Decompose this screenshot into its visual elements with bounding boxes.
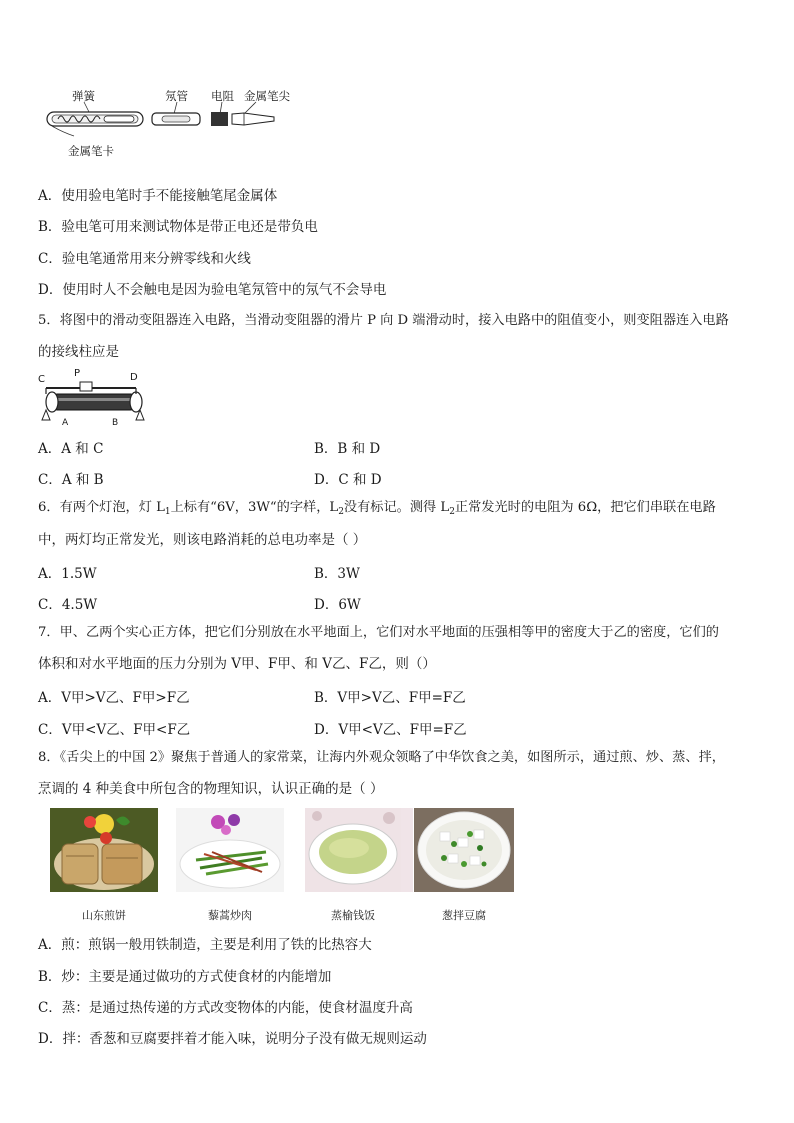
food-photo-scallion-tofu bbox=[414, 808, 514, 892]
neon-tube-label: 氖管 bbox=[165, 89, 188, 103]
pancake-image bbox=[50, 808, 158, 892]
q6-sub-3: 2 bbox=[449, 507, 455, 517]
q6-option-c: C．4.5W bbox=[38, 597, 98, 613]
q6-option-d: D．6W bbox=[314, 597, 361, 613]
q8-option-a: A．煎：煎锅一般用铁制造，主要是利用了铁的比热容大 bbox=[38, 937, 372, 953]
slider-p-label: P bbox=[74, 368, 81, 379]
food-photo-shandong-pancake bbox=[50, 808, 158, 892]
q7-stem-line1: 7．甲、乙两个实心正方体，把它们分别放在水平地面上，它们对水平地面的压强相等甲的密度大于乙的密度，它们的 bbox=[38, 625, 719, 640]
rheostat-drawing bbox=[36, 368, 146, 430]
artemisia-pork-image bbox=[176, 808, 284, 892]
q4-option-b: B．验电笔可用来测试物体是带正电还是带负电 bbox=[38, 219, 318, 235]
q6-text-2: 上标有“6V，3W“的字样，L bbox=[170, 500, 339, 515]
q4-option-a: A．使用验电笔时手不能接触笔尾金属体 bbox=[38, 188, 278, 204]
q5-option-d: D．C 和 D bbox=[314, 472, 382, 488]
terminal-d-label: D bbox=[130, 372, 138, 383]
q7-option-d: D．V甲<V乙、F甲=F乙 bbox=[314, 722, 467, 738]
q7-option-c: C．V甲<V乙、F甲<F乙 bbox=[38, 722, 191, 738]
terminal-c-label: C bbox=[38, 374, 45, 385]
q4-option-c: C．验电笔通常用来分辨零线和火线 bbox=[38, 251, 251, 267]
q5-stem-line2: 的接线柱应是 bbox=[38, 344, 119, 360]
q5-option-c: C．A 和 B bbox=[38, 472, 104, 488]
q6-text-1: 6．有两个灯泡，灯 L bbox=[38, 500, 165, 515]
q6-text-3: 没有标记。测得 L bbox=[343, 500, 450, 515]
rheostat-figure bbox=[36, 368, 146, 430]
q7-stem-line2: 体积和对水平地面的压力分别为 V甲、F甲、和 V乙、F乙，则（） bbox=[38, 656, 436, 672]
q7-option-a: A．V甲>V乙、F甲>F乙 bbox=[38, 690, 190, 706]
test-pen-drawing bbox=[44, 100, 304, 144]
food-photo-elm-seed-rice bbox=[305, 808, 413, 892]
q6-sub-1: 1 bbox=[164, 507, 171, 517]
terminal-a-label: A bbox=[62, 418, 69, 428]
q6-sub-2: 2 bbox=[338, 507, 344, 517]
terminal-b-label: B bbox=[112, 418, 119, 428]
q4-option-d: D．使用时人不会触电是因为验电笔氖管中的氖气不会导电 bbox=[38, 282, 387, 298]
caption-elm-seed-rice: 蒸榆钱饭 bbox=[331, 909, 375, 922]
q6-option-b: B．3W bbox=[314, 566, 360, 582]
q8-option-d: D．拌：香葱和豆腐要拌着才能入味，说明分子没有做无规则运动 bbox=[38, 1031, 427, 1047]
metal-tip-label: 金属笔尖 bbox=[244, 89, 290, 103]
q5-stem-line1: 5．将图中的滑动变阻器连入电路，当滑动变阻器的滑片 P 向 D 端滑动时，接入电路中的阻值变小，则变阻器连入电路 bbox=[38, 313, 729, 328]
q6-text-4: 正常发光时的电阻为 6Ω，把它们串联在电路 bbox=[454, 500, 716, 515]
caption-artemisia-pork: 藜蒿炒肉 bbox=[208, 909, 252, 922]
q8-stem-line1: 8．《舌尖上的中国 2》聚焦于普通人的家常菜，让海内外观众领略了中华饮食之美，如图所示，通过煎、炒、蒸、拌， bbox=[38, 750, 725, 765]
scallion-tofu-image bbox=[414, 808, 514, 892]
q8-option-c: C．蒸：是通过热传递的方式改变物体的内能，使食材温度升高 bbox=[38, 1000, 413, 1016]
metal-clip-label: 金属笔卡 bbox=[68, 144, 114, 158]
q8-stem-line2: 烹调的 4 种美食中所包含的物理知识，认识正确的是（ ） bbox=[38, 781, 384, 797]
q5-option-a: A．A 和 C bbox=[38, 441, 104, 457]
q6-option-a: A．1.5W bbox=[38, 566, 97, 582]
caption-shandong-pancake: 山东煎饼 bbox=[82, 909, 126, 922]
q6-stem-line1 bbox=[38, 499, 716, 521]
q6-stem-line2: 中，两灯均正常发光，则该电路消耗的总电功率是（ ） bbox=[38, 532, 367, 548]
q5-option-b: B．B 和 D bbox=[314, 441, 381, 457]
resistor-label: 电阻 bbox=[211, 89, 234, 103]
caption-scallion-tofu: 葱拌豆腐 bbox=[442, 909, 486, 922]
elm-seed-rice-image bbox=[305, 808, 401, 892]
food-photo-artemisia-pork bbox=[176, 808, 284, 892]
q8-option-b: B．炒：主要是通过做功的方式使食材的内能增加 bbox=[38, 969, 332, 985]
test-pen-figure bbox=[44, 86, 304, 158]
spring-label: 弹簧 bbox=[72, 89, 95, 103]
q7-option-b: B．V甲>V乙、F甲=F乙 bbox=[314, 690, 466, 706]
